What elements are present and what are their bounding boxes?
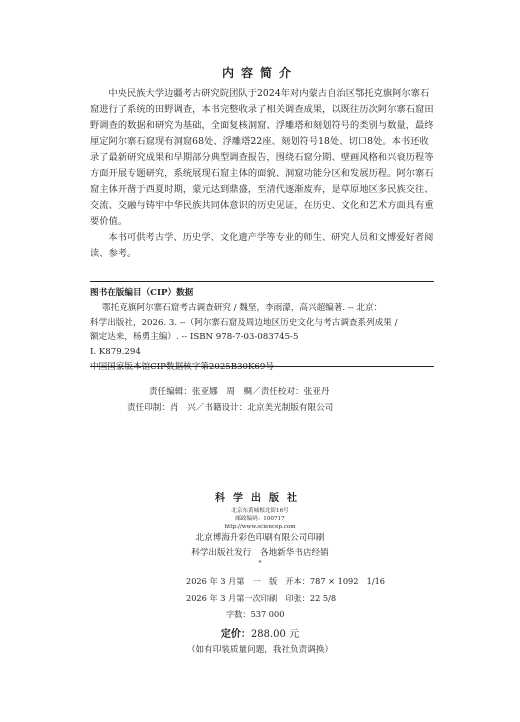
summary-paragraph: 本书可供考古学、历史学、文化遗产学等专业的师生、研究人员和文博爱好者阅读、参考。 bbox=[90, 232, 434, 259]
publisher-address: 北京东黄城根北街16号 bbox=[231, 508, 289, 514]
summary-heading: 内容简介 bbox=[221, 66, 298, 80]
summary-text bbox=[90, 86, 434, 262]
word-count: 字数：537 000 bbox=[226, 609, 285, 619]
divider bbox=[90, 281, 434, 282]
price-value: 288.00 元 bbox=[250, 629, 300, 640]
separator-mark: * bbox=[258, 560, 262, 567]
price-line bbox=[0, 627, 520, 642]
editor-credits: 责任编辑：张亚娜 周 赒／责任校对：张亚丹 bbox=[149, 387, 330, 397]
cip-record-line: 鄂托克旗阿尔寨石窟考古调查研究 / 魏坚，李雨濛，高兴超编著. -- 北京： bbox=[102, 302, 383, 313]
publisher-url: http://www.sciencep.com bbox=[224, 524, 296, 530]
divider bbox=[90, 366, 434, 367]
cip-record-line: 额定达来，杨勇主编）. -- ISBN 978-7-03-083745-5 bbox=[90, 332, 299, 343]
production-credits: 责任印制：肖 兴／书籍设计：北京美光制版有限公司 bbox=[127, 403, 334, 413]
publisher-name bbox=[0, 489, 520, 504]
price-label: 定价： bbox=[220, 629, 251, 640]
publisher-postcode: 邮政编码：100717 bbox=[235, 516, 285, 522]
cip-classification: Ⅰ. K879.294 bbox=[90, 347, 141, 358]
distribution-line: 科学出版社发行 各地新华书店经销 bbox=[191, 548, 329, 558]
edition-line: 2026 年 3 月第 一 版 开本：787 × 1092 1/16 bbox=[186, 576, 386, 586]
printing-line: 2026 年 3 月第一次印刷 印张：22 5/8 bbox=[186, 593, 337, 603]
cip-block bbox=[90, 286, 434, 375]
cip-number: 中国国家版本馆CIP数据核字第2025B30K69号 bbox=[90, 361, 274, 372]
cip-record-line: 科学出版社，2026. 3. --（阿尔寨石窟及周边地区历史文化与考古调查系列成果 / bbox=[90, 317, 398, 328]
cip-title: 图书在版编目（CIP）数据 bbox=[90, 288, 194, 298]
summary-paragraph: 中央民族大学边疆考古研究院团队于2024年对内蒙古自治区鄂托克旗阿尔寨石窟进行了系统的田野调查，本书完整收录了相关调查成果，以既往历次阿尔寨石窟田野调查的数据和研究为基础，全面复核洞窟、浮雕塔和刻划符号的类别与数量，最终厘定阿尔寨石窟现有洞窟68处、浮雕塔22座、刻划符号18处、切口8处。本书还收录了最新研究成果和早期部分典型调查报告，围绕石窟分期、壁画风格和兴衰历程等方面开展专题研究，系统展现石窟主体的面貌、洞窟功能分区和发展历程。阿尔寨石窟主体开凿于西夏时期，蒙元达到鼎盛，至清代逐渐废弃，是草原地区多民族交往、交流、交融与铸牢中华民族共同体意识的历史见证，在历史、文化和艺术方面具有重要价值。 bbox=[90, 88, 434, 227]
printer-line: 北京博海升彩色印刷有限公司印刷 bbox=[195, 533, 325, 543]
quality-note: （如有印装质量问题，我社负责调换） bbox=[186, 645, 334, 655]
publisher-name-text: 科学出版社 bbox=[215, 493, 305, 504]
